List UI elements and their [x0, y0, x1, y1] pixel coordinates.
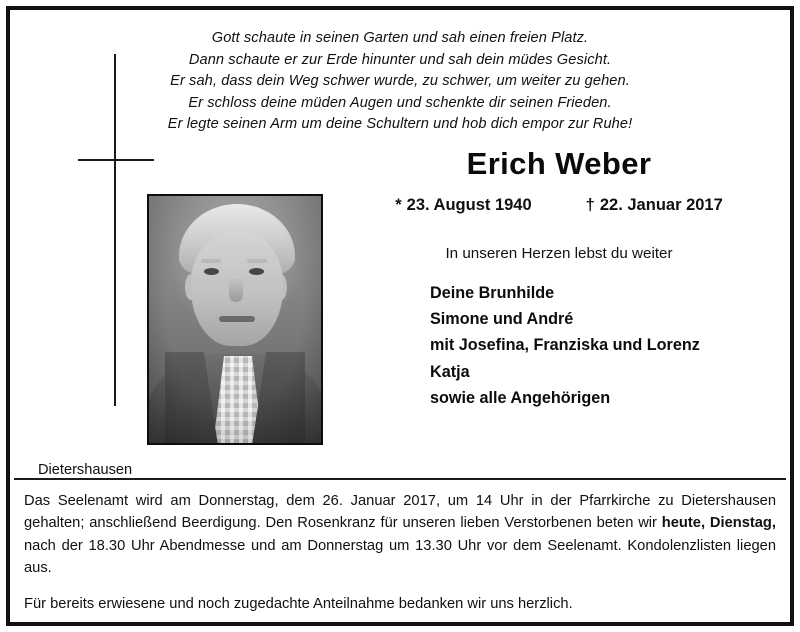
memorial-line: In unseren Herzen lebst du weiter	[445, 245, 673, 262]
cross-vertical-bar	[114, 54, 116, 406]
cross-horizontal-bar	[78, 159, 154, 161]
service-text-emphasis: heute, Dienstag,	[661, 515, 776, 532]
thanks-paragraph: Für bereits erwiesene und noch zugedachte Anteilnahme bedanken wir uns herzlich.	[24, 596, 573, 613]
poem-line-5: Er legte seinen Arm um deine Schultern und hob dich empor zur Ruhe!	[167, 116, 633, 133]
poem-line-2: Dann schaute er zur Erde hinunter und sah dein müdes Gesicht.	[188, 51, 612, 68]
place-name: Dietershausen	[38, 462, 133, 478]
birth-date-group	[395, 196, 531, 215]
service-text-part1: Das Seelenamt wird am Donnerstag, dem 26. Januar 2017, um 14 Uhr in der Pfarrkirche zu Dietershausen gehalten; anschließend Beerdigung. Den Rosenkranz für unseren lieben Verstorbenen beten wir	[24, 493, 776, 532]
death-date-group	[586, 196, 723, 215]
service-text-part2: nach der 18.30 Uhr Abendmesse und am Donnerstag um 13.30 Uhr vor dem Seelenamt. Kondolenzlisten liegen aus.	[24, 537, 776, 577]
survivors-list	[430, 280, 774, 411]
survivor-item: Deine Brunhilde	[430, 284, 555, 302]
survivor-item: Simone und André	[430, 310, 574, 329]
deceased-block	[344, 146, 774, 411]
poem-line-1: Gott schaute in seinen Garten und sah einen freien Platz.	[211, 30, 589, 46]
portrait-vignette	[149, 196, 321, 443]
deceased-name: Erich Weber	[466, 146, 652, 181]
life-dates	[344, 196, 774, 215]
section-divider	[14, 478, 786, 480]
portrait-photo	[147, 194, 323, 445]
birth-star-icon: *	[395, 196, 402, 214]
birth-date: 23. August 1940	[406, 196, 532, 214]
death-date: 22. Januar 2017	[599, 196, 723, 214]
portrait-image	[149, 196, 321, 443]
service-paragraph	[24, 490, 776, 579]
survivor-item: mit Josefina, Franziska und Lorenz	[430, 336, 700, 355]
survivor-item: sowie alle Angehörigen	[430, 388, 611, 407]
survivor-item: Katja	[430, 362, 470, 381]
service-details	[24, 490, 776, 616]
death-cross-icon: †	[585, 196, 595, 214]
poem-line-3: Er sah, dass dein Weg schwer wurde, zu schwer, um weiter zu gehen.	[170, 73, 630, 90]
poem-line-4: Er schloss deine müden Augen und schenkte dir seinen Frieden.	[188, 94, 612, 111]
